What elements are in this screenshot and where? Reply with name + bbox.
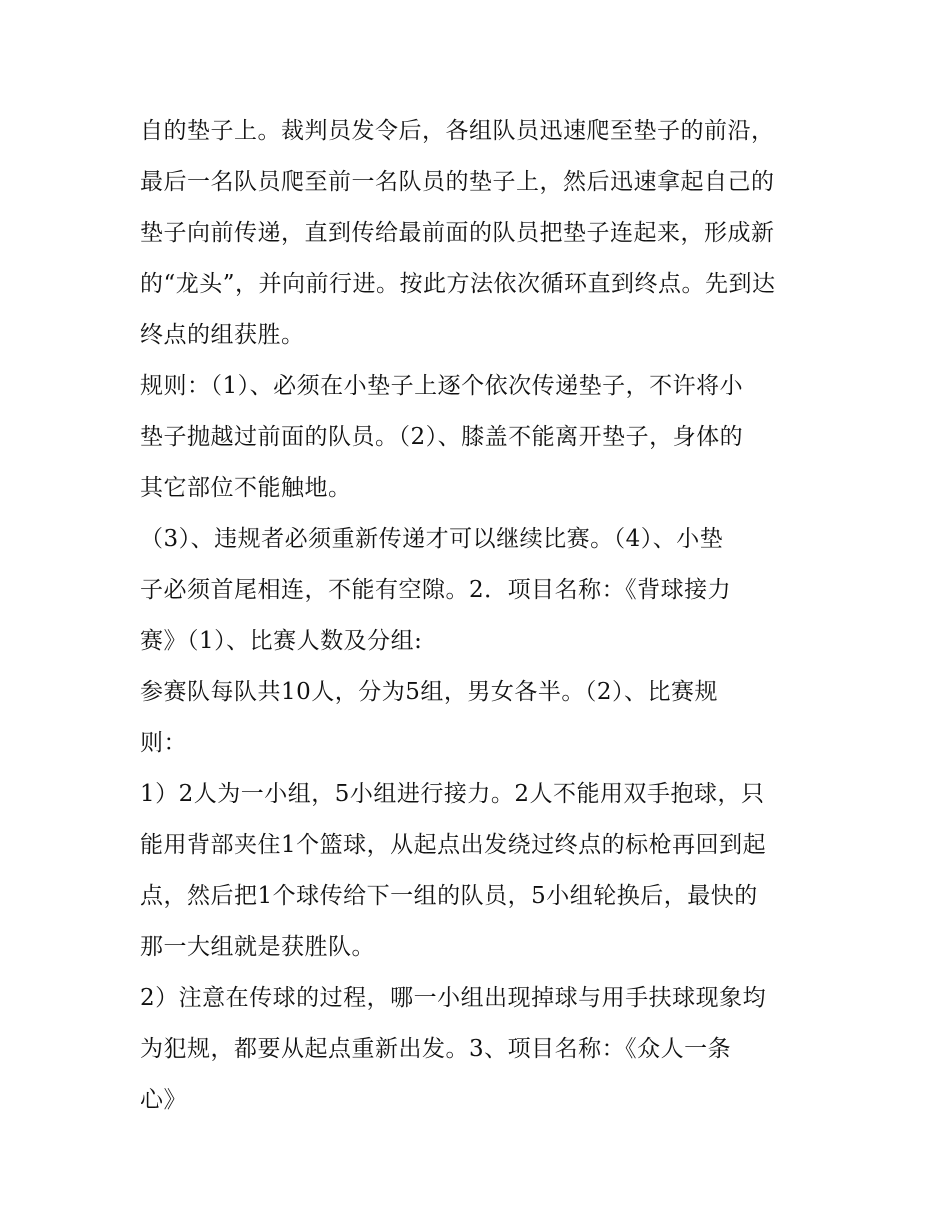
- text-line: 2）注意在传球的过程，哪一小组出现掉球与用手扶球现象均: [140, 985, 767, 1011]
- text-line: 赛》（1）、比赛人数及分组:: [140, 628, 423, 654]
- text-line: 垫子抛越过前面的队员。（2）、膝盖不能离开垫子，身体的: [140, 424, 744, 450]
- text-line: 心》: [140, 1087, 187, 1113]
- text-line: 垫子向前传递，直到传给最前面的队员把垫子连起来，形成新: [140, 220, 775, 246]
- text-line: 自的垫子上。裁判员发令后，各组队员迅速爬至垫子的前沿，: [140, 118, 775, 144]
- text-line: 为犯规，都要从起点重新出发。3、项目名称：《众人一条: [140, 1036, 732, 1062]
- text-line: 能用背部夹住1个篮球，从起点出发绕过终点的标枪再回到起: [140, 832, 767, 858]
- text-line: 参赛队每队共10人，分为5组，男女各半。（2）、比赛规: [140, 679, 719, 705]
- text-line: 子必须首尾相连，不能有空隙。2．项目名称：《背球接力: [140, 577, 732, 603]
- text-line: 其它部位不能触地。: [140, 475, 352, 501]
- text-line: 的“龙头”，并向前行进。按此方法依次循环直到终点。先到达: [140, 271, 776, 297]
- text-line: 则：: [140, 730, 187, 756]
- text-line: 终点的组获胜。: [140, 322, 305, 348]
- text-line: 最后一名队员爬至前一名队员的垫子上，然后迅速拿起自己的: [140, 169, 775, 195]
- text-line: （3）、违规者必须重新传递才可以继续比赛。（4）、小垫: [140, 526, 724, 552]
- text-line: 点，然后把1个球传给下一组的队员，5小组轮换后，最快的: [140, 883, 758, 909]
- document-body: [140, 106, 820, 1126]
- text-line: 那一大组就是获胜队。: [140, 934, 375, 960]
- text-line: 1）2人为一小组，5小组进行接力。2人不能用双手抱球，只: [140, 781, 765, 807]
- text-line: 规则：（1）、必须在小垫子上逐个依次传递垫子，不许将小: [140, 373, 744, 399]
